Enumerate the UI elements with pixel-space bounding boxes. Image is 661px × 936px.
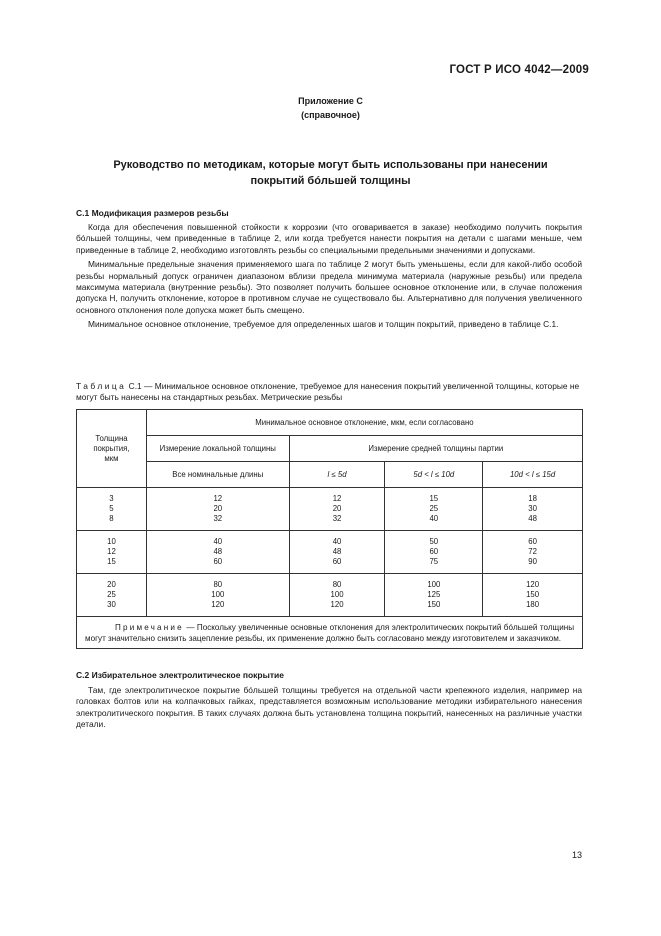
table-caption-label: Таблица bbox=[76, 381, 127, 391]
appendix-title: Приложение С bbox=[298, 96, 363, 106]
section-c2-body bbox=[76, 685, 582, 731]
cell-value: 120 bbox=[330, 600, 344, 609]
cell-value: 20 bbox=[107, 580, 116, 589]
standard-header: ГОСТ Р ИСО 4042—2009 bbox=[449, 64, 589, 76]
table-note bbox=[77, 617, 583, 649]
paragraph: Там, где электролитическое покрытие бóльшей толщины требуется на отдельной части крепежного изделия, например на головках болтов или на колпачковых гайках, представляется возможным использование методики избирательного нанесения электролитического покрытия. В таких случаях должна быть установлена толщина покрытий, нанесенных на различные участки детали. bbox=[76, 685, 582, 730]
cell-value: 48 bbox=[213, 547, 223, 556]
cell-value: 100 bbox=[211, 590, 225, 599]
cell-value: 20 bbox=[213, 504, 223, 513]
cell-value: 48 bbox=[332, 547, 342, 556]
section-c1-heading: С.1 Модификация размеров резьбы bbox=[76, 208, 229, 218]
range3-cell bbox=[483, 574, 583, 617]
range1-cell bbox=[289, 488, 385, 531]
document-title-line-1: Руководство по методикам, которые могут быть использованы при нанесении bbox=[113, 159, 548, 171]
cell-value: 60 bbox=[429, 547, 439, 556]
table-note-text: — Поскольку увеличенные основные отклонения для электролитических покрытий бóльшей толщины могут значительно снизить зацепление резьбы, их применение должно быть согласовано между изготовителем и заказчиком. bbox=[85, 623, 575, 643]
range2-cell bbox=[385, 488, 483, 531]
local-cell bbox=[146, 488, 289, 531]
cell-value: 30 bbox=[528, 504, 537, 513]
cell-value: 60 bbox=[332, 557, 342, 566]
range-header-3: 10d < l ≤ 15d bbox=[483, 462, 583, 488]
range2-cell bbox=[385, 574, 483, 617]
thickness-cell bbox=[77, 574, 147, 617]
thickness-header-unit: мкм bbox=[104, 453, 119, 463]
cell-value: 40 bbox=[332, 537, 342, 546]
cell-value: 5 bbox=[109, 504, 114, 513]
cell-value: 120 bbox=[526, 580, 540, 589]
paragraph: Когда для обеспечения повышенной стойкости к коррозии (что оговаривается в заказе) необходимо получить покрытия бóльшей толщины, чем приведенные в таблице 2, или когда требуется нанести покрытия на детали с шагами меньше, чем приведенные в таблице 2, необходимо изготовлять резьбы со специальными предельными значениями и допусками. bbox=[76, 222, 582, 255]
cell-value: 48 bbox=[528, 514, 537, 523]
cell-value: 12 bbox=[332, 494, 342, 503]
appendix-heading bbox=[0, 94, 661, 122]
cell-value: 150 bbox=[526, 590, 540, 599]
paragraph: Минимальные предельные значения применяемого шага по таблице 2 могут быть уменьшены, если для какой-либо особой резьбы нормальный допуск ограничен диапазоном вблизи предела минимума материала (наружные резьбы) или предела максимума материала (внутренние резьбы). Это позволяет получить большее основное отклонение или, в случае положения допуска Н, получить отклонение, которое в противном случае не существовало бы. Альтернативно для получения увеличенного основного отклонения поле допуска может быть смещено. bbox=[76, 259, 582, 315]
cell-value: 60 bbox=[213, 557, 223, 566]
section-c2-heading: С.2 Избирательное электролитическое покрытие bbox=[76, 670, 284, 680]
cell-value: 120 bbox=[211, 600, 225, 609]
cell-value: 25 bbox=[107, 590, 116, 599]
thickness-cell bbox=[77, 488, 147, 531]
all-lengths-header: Все номинальные длины bbox=[146, 462, 289, 488]
cell-value: 90 bbox=[528, 557, 537, 566]
deviation-table bbox=[76, 409, 583, 649]
cell-value: 12 bbox=[213, 494, 223, 503]
page-number: 13 bbox=[571, 850, 582, 860]
table-caption-text: — Минимальное основное отклонение, требуемое для нанесения покрытий увеличенной толщины, которые не могут быть нанесены на стандартных резьбах. Метрические резьбы bbox=[76, 381, 580, 403]
section-c1-body bbox=[76, 222, 582, 331]
document-title-line-2: покрытий бóльшей толщины bbox=[250, 175, 411, 187]
cell-value: 50 bbox=[429, 537, 439, 546]
range1-cell bbox=[289, 531, 385, 574]
cell-value: 12 bbox=[107, 547, 116, 556]
cell-value: 125 bbox=[427, 590, 441, 599]
cell-value: 100 bbox=[330, 590, 344, 599]
local-thickness-header: Измерение локальной толщины bbox=[146, 436, 289, 462]
cell-value: 80 bbox=[213, 580, 223, 589]
cell-value: 180 bbox=[526, 600, 540, 609]
cell-value: 40 bbox=[213, 537, 223, 546]
cell-value: 20 bbox=[332, 504, 342, 513]
cell-value: 15 bbox=[429, 494, 439, 503]
table-row-group bbox=[77, 574, 583, 617]
table-note-label: Примечание bbox=[115, 623, 184, 632]
table-row-group bbox=[77, 488, 583, 531]
local-cell bbox=[146, 574, 289, 617]
cell-value: 60 bbox=[528, 537, 537, 546]
local-cell bbox=[146, 531, 289, 574]
document-title bbox=[60, 157, 601, 189]
range3-cell bbox=[483, 488, 583, 531]
table-row-group bbox=[77, 531, 583, 574]
cell-value: 15 bbox=[107, 557, 116, 566]
cell-value: 40 bbox=[429, 514, 439, 523]
cell-value: 8 bbox=[109, 514, 114, 523]
range2-cell bbox=[385, 531, 483, 574]
table-caption-number: С.1 bbox=[128, 381, 142, 391]
group-header: Минимальное основное отклонение, мкм, если согласовано bbox=[146, 410, 582, 436]
cell-value: 72 bbox=[528, 547, 537, 556]
cell-value: 80 bbox=[332, 580, 342, 589]
cell-value: 25 bbox=[429, 504, 439, 513]
batch-thickness-header: Измерение средней толщины партии bbox=[289, 436, 582, 462]
cell-value: 100 bbox=[427, 580, 441, 589]
range-header-2: 5d < l ≤ 10d bbox=[385, 462, 483, 488]
cell-value: 10 bbox=[107, 537, 116, 546]
paragraph: Минимальное основное отклонение, требуемое для определенных шагов и толщин покрытий, приведено в таблице С.1. bbox=[88, 319, 559, 330]
thickness-cell bbox=[77, 531, 147, 574]
cell-value: 18 bbox=[528, 494, 537, 503]
table-caption bbox=[76, 381, 582, 404]
cell-value: 150 bbox=[427, 600, 441, 609]
cell-value: 30 bbox=[107, 600, 116, 609]
cell-value: 32 bbox=[213, 514, 223, 523]
thickness-header-line: Толщина покрытия, bbox=[93, 433, 130, 453]
appendix-kind: (справочное) bbox=[301, 110, 360, 120]
thickness-column-header bbox=[77, 410, 147, 488]
range1-cell bbox=[289, 574, 385, 617]
range3-cell bbox=[483, 531, 583, 574]
range-header-1: l ≤ 5d bbox=[289, 462, 385, 488]
cell-value: 32 bbox=[332, 514, 342, 523]
cell-value: 3 bbox=[109, 494, 114, 503]
cell-value: 75 bbox=[429, 557, 439, 566]
